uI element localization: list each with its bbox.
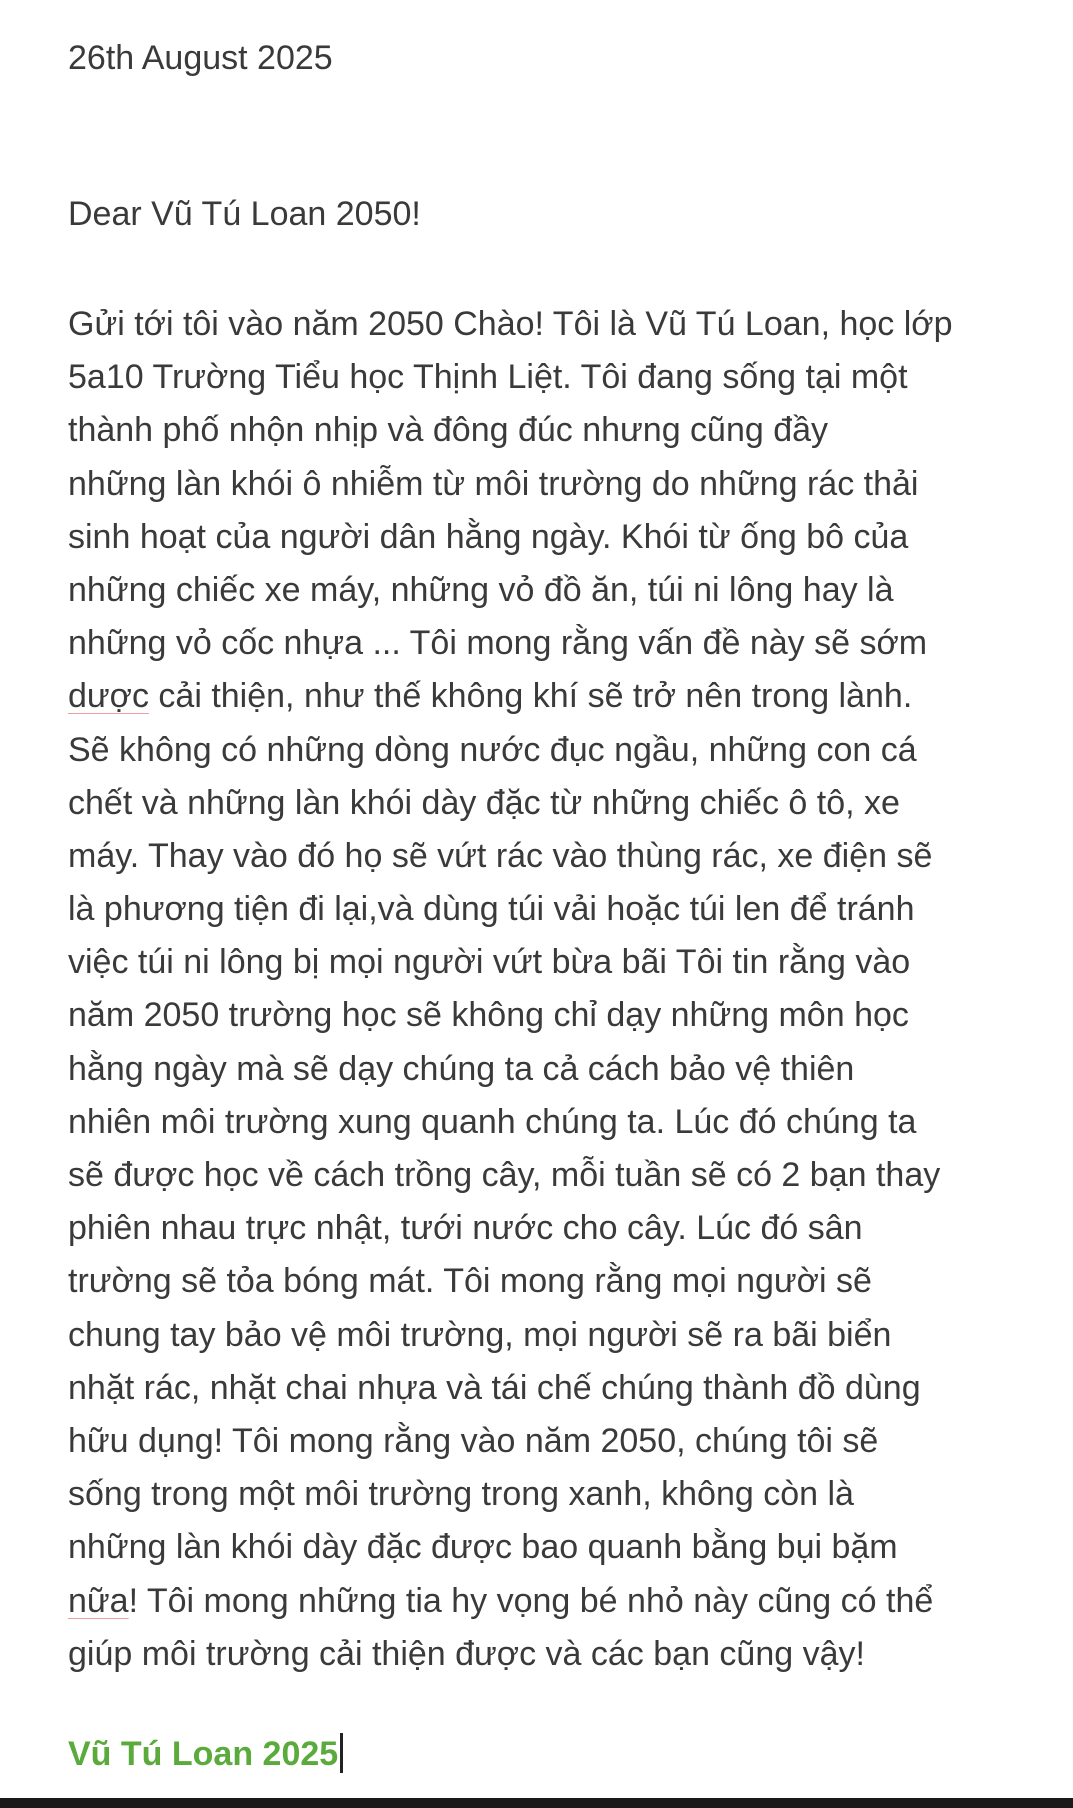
- body-line-text: là phương tiện đi lại,và dùng túi vải hoặc túi len để tránh: [68, 890, 915, 929]
- body-line-text: việc túi ni lông bị mọi người vứt bừa bãi Tôi tin rằng vào: [68, 943, 911, 982]
- spellcheck-flagged-word[interactable]: nữa: [68, 1581, 129, 1620]
- body-line: [68, 458, 1028, 511]
- body-line-text: trường sẽ tỏa bóng mát. Tôi mong rằng mọi người sẽ: [68, 1262, 872, 1301]
- body-line-text: những làn khói ô nhiễm từ môi trường do những rác thải: [68, 464, 919, 503]
- body-line-text: hằng ngày mà sẽ dạy chúng ta cả cách bảo vệ thiên: [68, 1049, 855, 1088]
- body-line-text: phiên nhau trực nhật, tưới nước cho cây. Lúc đó sân: [68, 1209, 863, 1248]
- body-line: [68, 830, 1028, 883]
- bottom-bar: [0, 1798, 1073, 1808]
- body-line-text: nhiên môi trường xung quanh chúng ta. Lúc đó chúng ta: [68, 1102, 917, 1141]
- body-line: [68, 404, 1028, 457]
- body-line: [68, 1362, 1028, 1415]
- body-line: [68, 511, 1028, 564]
- body-line: [68, 724, 1028, 777]
- body-line: [68, 883, 1028, 936]
- letter-signature[interactable]: [68, 1730, 343, 1778]
- body-line-text: năm 2050 trường học sẽ không chỉ dạy những môn học: [68, 996, 909, 1035]
- body-line: [68, 1468, 1028, 1521]
- body-line: [68, 777, 1028, 830]
- body-line-text: hữu dụng! Tôi mong rằng vào năm 2050, chúng tôi sẽ: [68, 1421, 879, 1460]
- body-line: [68, 564, 1028, 617]
- body-line-text: ! Tôi mong những tia hy vọng bé nhỏ này cũng có thể: [128, 1581, 934, 1620]
- body-line: [68, 670, 1028, 723]
- body-line: [68, 1096, 1028, 1149]
- letter-body[interactable]: [68, 298, 1028, 1681]
- body-line: [68, 1415, 1028, 1468]
- body-line: [68, 351, 1028, 404]
- body-line-text: những vỏ cốc nhựa ... Tôi mong rằng vấn đề này sẽ sớm: [68, 624, 928, 663]
- body-line: [68, 1521, 1028, 1574]
- body-line: [68, 298, 1028, 351]
- body-line-text: giúp môi trường cải thiện được và các bạn cũng vậy!: [68, 1634, 865, 1673]
- body-line-text: những làn khói dày đặc được bao quanh bằng bụi bặm: [68, 1528, 898, 1567]
- letter-greeting[interactable]: Dear Vũ Tú Loan 2050!: [68, 195, 421, 233]
- body-line-text: cải thiện, như thế không khí sẽ trở nên trong lành.: [148, 677, 913, 716]
- body-line-text: 5a10 Trường Tiểu học Thịnh Liệt. Tôi đang sống tại một: [68, 358, 908, 397]
- body-line: [68, 1255, 1028, 1308]
- body-line: [68, 989, 1028, 1042]
- body-line-text: sẽ được học về cách trồng cây, mỗi tuần sẽ có 2 bạn thay: [68, 1156, 941, 1194]
- body-line: [68, 1202, 1028, 1255]
- body-line-text: chết và những làn khói dày đặc từ những chiếc ô tô, xe: [68, 783, 900, 822]
- body-line-text: nhặt rác, nhặt chai nhựa và tái chế chúng thành đồ dùng: [68, 1368, 921, 1407]
- body-line-text: thành phố nhộn nhịp và đông đúc nhưng cũng đầy: [68, 411, 829, 450]
- body-line-text: Gửi tới tôi vào năm 2050 Chào! Tôi là Vũ Tú Loan, học lớp: [68, 305, 953, 343]
- letter-date[interactable]: 26th August 2025: [68, 39, 333, 77]
- body-line-text: máy. Thay vào đó họ sẽ vứt rác vào thùng rác, xe điện sẽ: [68, 836, 933, 875]
- body-line: [68, 1575, 1028, 1628]
- body-line-text: những chiếc xe máy, những vỏ đồ ăn, túi ni lông hay là: [68, 570, 894, 609]
- body-line-text: sinh hoạt của người dân hằng ngày. Khói từ ống bô của: [68, 517, 909, 556]
- body-line: [68, 1149, 1028, 1202]
- body-line: [68, 936, 1028, 989]
- body-line: [68, 1043, 1028, 1096]
- signature-text: Vũ Tú Loan 2025: [68, 1735, 339, 1773]
- body-line: [68, 1628, 1028, 1681]
- body-line-text: chung tay bảo vệ môi trường, mọi người sẽ ra bãi biển: [68, 1315, 892, 1354]
- spellcheck-flagged-word[interactable]: dược: [68, 677, 149, 716]
- body-line: [68, 617, 1028, 670]
- body-line-text: Sẽ không có những dòng nước đục ngầu, những con cá: [68, 730, 917, 769]
- text-cursor: [340, 1733, 343, 1773]
- body-line-text: sống trong một môi trường trong xanh, không còn là: [68, 1475, 854, 1514]
- body-line: [68, 1309, 1028, 1362]
